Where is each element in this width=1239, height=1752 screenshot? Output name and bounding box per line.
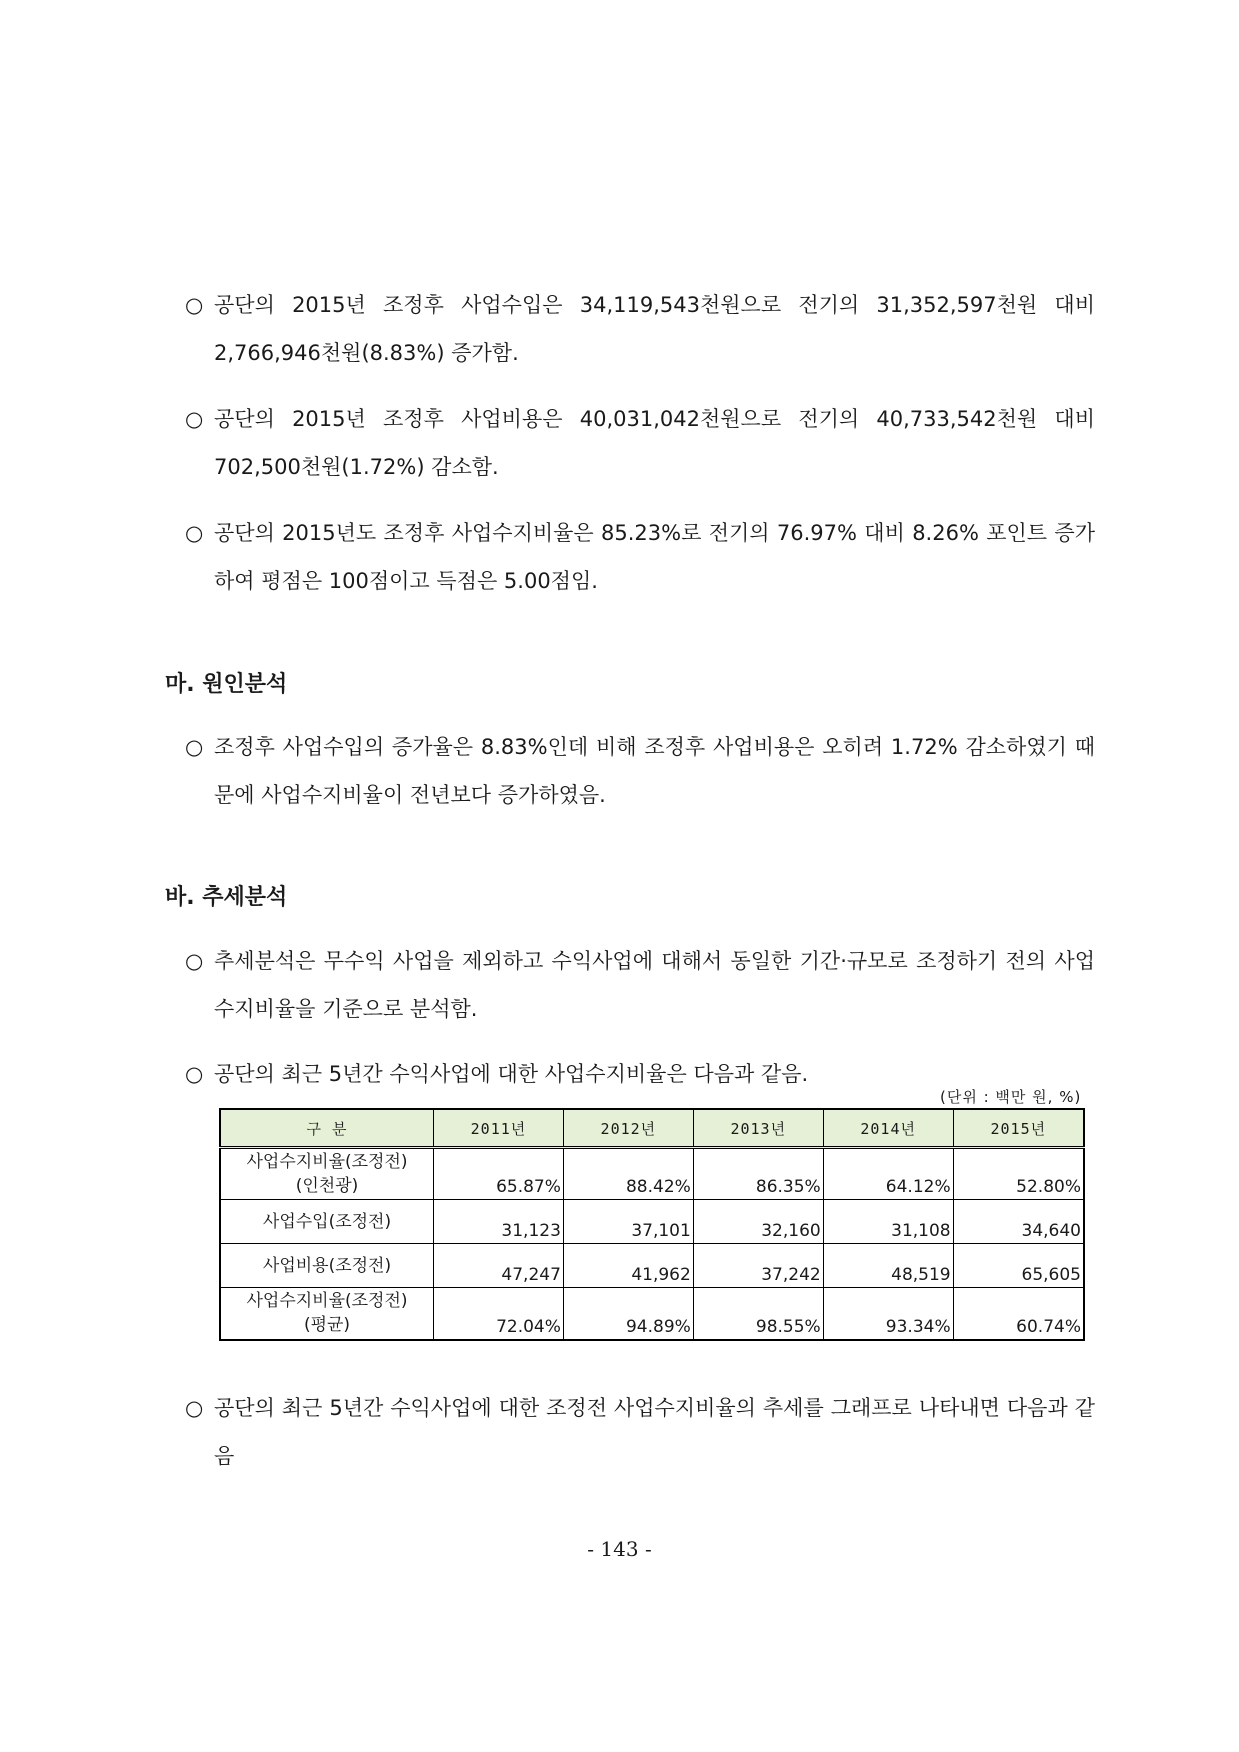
bullet: ○ [185,521,204,545]
table-cell: 98.55% [693,1288,823,1340]
table-row [220,1148,1084,1200]
table-cell: 88.42% [563,1148,693,1200]
header-cell: 2013년 [693,1109,823,1148]
table-cell: 86.35% [693,1148,823,1200]
section-heading-trend: 바. 추세분석 [165,885,288,910]
paragraph-text: 추세분석은 무수익 사업을 제외하고 수익사업에 대해서 동일한 기간·규모로 조정하기 전의 사업수지비율을 기준으로 분석함. [214,949,1095,1021]
bullet: ○ [185,949,204,973]
paragraph-graph-intro [185,1384,1095,1480]
table-cell: 32,160 [693,1200,823,1244]
row-label: 사업수입(조정전) [220,1200,434,1244]
table-cell: 60.74% [953,1288,1084,1340]
row-label: 사업비용(조정전) [220,1244,434,1288]
table-cell: 31,108 [823,1200,953,1244]
row-label-line: 사업수지비율(조정전) [246,1152,408,1172]
paragraph-text: 공단의 2015년도 조정후 사업수지비율은 85.23%로 전기의 76.97% 대비 8.26% 포인트 증가하여 평점은 100점이고 득점은 5.00점임. [214,521,1095,593]
header-cell: 구 분 [220,1109,434,1148]
row-label-line: 사업수지비율(조정전) [246,1291,408,1312]
section-heading-cause: 마. 원인분석 [165,672,288,697]
row-label-line: (인천광) [295,1176,359,1196]
bullet: ○ [185,407,204,431]
table-cell: 34,640 [953,1200,1084,1244]
paragraph-text: 공단의 최근 5년간 수익사업에 대한 조정전 사업수지비율의 추세를 그래프로 나타내면 다음과 같음 [214,1396,1095,1468]
table-cell: 94.89% [563,1288,693,1340]
paragraph-expense [185,395,1095,491]
table-cell: 48,519 [823,1244,953,1288]
header-cell: 2012년 [563,1109,693,1148]
table-header-row [220,1109,1084,1148]
table-cell: 65.87% [434,1148,564,1200]
table-cell: 72.04% [434,1288,564,1340]
table-cell: 52.80% [953,1148,1084,1200]
table-cell: 47,247 [434,1244,564,1288]
table-cell: 31,123 [434,1200,564,1244]
table-row [220,1200,1084,1244]
bullet: ○ [185,735,204,759]
bullet: ○ [185,293,204,317]
header-cell: 2011년 [434,1109,564,1148]
table-cell: 93.34% [823,1288,953,1340]
page-number: - 143 - [587,1537,652,1561]
trend-table [219,1108,1085,1341]
table-row [220,1288,1084,1340]
bullet: ○ [185,1396,204,1420]
unit-note: (단위 : 백만 원, %) [940,1088,1082,1106]
table-row [220,1244,1084,1288]
paragraph-revenue [185,281,1095,377]
row-label [220,1148,434,1200]
paragraph-text: 공단의 최근 5년간 수익사업에 대한 사업수지비율은 다음과 같음. [214,1062,809,1086]
paragraph-ratio [185,509,1095,605]
table-cell: 64.12% [823,1148,953,1200]
header-cell: 2015년 [953,1109,1084,1148]
table-cell: 41,962 [563,1244,693,1288]
paragraph-text: 공단의 2015년 조정후 사업수입은 34,119,543천원으로 전기의 31,352,597천원 대비 2,766,946천원(8.83%) 증가함. [214,293,1095,365]
header-cell: 2014년 [823,1109,953,1148]
table-cell: 37,242 [693,1244,823,1288]
paragraph-text: 공단의 2015년 조정후 사업비용은 40,031,042천원으로 전기의 40,733,542천원 대비 702,500천원(1.72%) 감소함. [214,407,1095,479]
bullet: ○ [185,1062,204,1086]
paragraph-cause [185,723,1095,819]
table-cell: 65,605 [953,1244,1084,1288]
paragraph-text: 조정후 사업수입의 증가율은 8.83%인데 비해 조정후 사업비용은 오히려 1.72% 감소하였기 때문에 사업수지비율이 전년보다 증가하였음. [214,735,1095,807]
table-cell: 37,101 [563,1200,693,1244]
row-label-line: (평균) [303,1315,351,1336]
paragraph-trend-method [185,937,1095,1033]
row-label [220,1288,434,1340]
